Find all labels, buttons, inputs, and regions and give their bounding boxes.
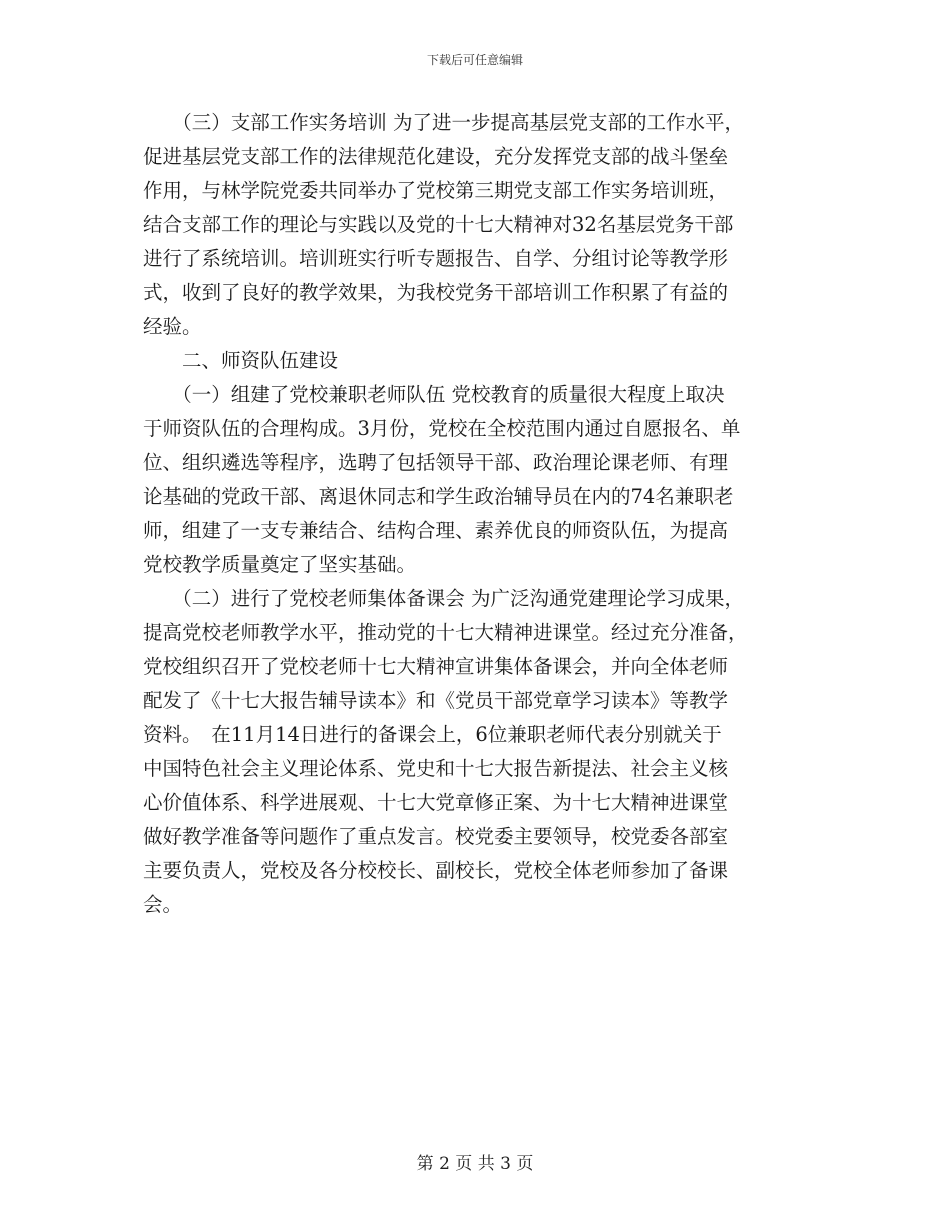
text-line: 会。 — [143, 893, 183, 916]
text-line: 进行了系统培训。培训班实行听专题报告、自学、分组讨论等教学形 — [143, 247, 729, 270]
text-line: 中国特色社会主义理论体系、党史和十七大报告新提法、社会主义核 — [143, 757, 729, 780]
page-number-footer: 第 2 页 共 3 页 — [416, 1154, 534, 1174]
text-line: 经验。 — [143, 315, 202, 338]
text-line: 提高党校老师教学水平，推动党的十七大精神进课堂。经过充分准备， — [143, 621, 748, 644]
text-line: （二）进行了党校老师集体备课会 为广泛沟通党建理论学习成果， — [143, 587, 744, 610]
page-header: 下载后可任意编辑 — [426, 53, 523, 67]
text-line: 论基础的党政干部、离退休同志和学生政治辅导员在内的74名兼职老 — [143, 485, 734, 508]
text-line: 主要负责人，党校及各分校校长、副校长，党校全体老师参加了备课 — [143, 859, 729, 882]
text-line: 位、组织遴选等程序，选聘了包括领导干部、政治理论课老师、有理 — [143, 451, 729, 474]
text-line: （一）组建了党校兼职老师队伍 党校教育的质量很大程度上取决 — [143, 383, 725, 406]
text-line: 师，组建了一支专兼结合、结构合理、素养优良的师资队伍，为提高 — [143, 519, 729, 542]
text-line: 式，收到了良好的教学效果，为我校党务干部培训工作积累了有益的 — [143, 281, 729, 304]
text-line: 于师资队伍的合理构成。3月份，党校在全校范围内通过自愿报名、单 — [143, 417, 741, 440]
text-line: （三）支部工作实务培训 为了进一步提高基层党支部的工作水平， — [143, 111, 744, 134]
text-line: 促进基层党支部工作的法律规范化建设，充分发挥党支部的战斗堡垒 — [143, 145, 729, 168]
text-line: 做好教学准备等问题作了重点发言。校党委主要领导，校党委各部室 — [143, 825, 729, 848]
text-line: 党校组织召开了党校老师十七大精神宣讲集体备课会，并向全体老师 — [143, 655, 729, 678]
text-line: 作用，与林学院党委共同举办了党校第三期党支部工作实务培训班， — [143, 179, 729, 202]
section-heading: 二、师资队伍建设 — [143, 349, 339, 372]
text-line: 心价值体系、科学进展观、十七大党章修正案、为十七大精神进课堂 — [143, 791, 729, 814]
text-line: 资料。 在11月14日进行的备课会上，6位兼职老师代表分别就关于 — [143, 723, 722, 746]
text-line: 配发了《十七大报告辅导读本》和《党员干部党章学习读本》等教学 — [143, 689, 729, 712]
document-body — [143, 106, 823, 922]
text-line: 结合支部工作的理论与实践以及党的十七大精神对32名基层党务干部 — [143, 213, 734, 236]
text-line: 党校教学质量奠定了坚实基础。 — [143, 553, 417, 576]
